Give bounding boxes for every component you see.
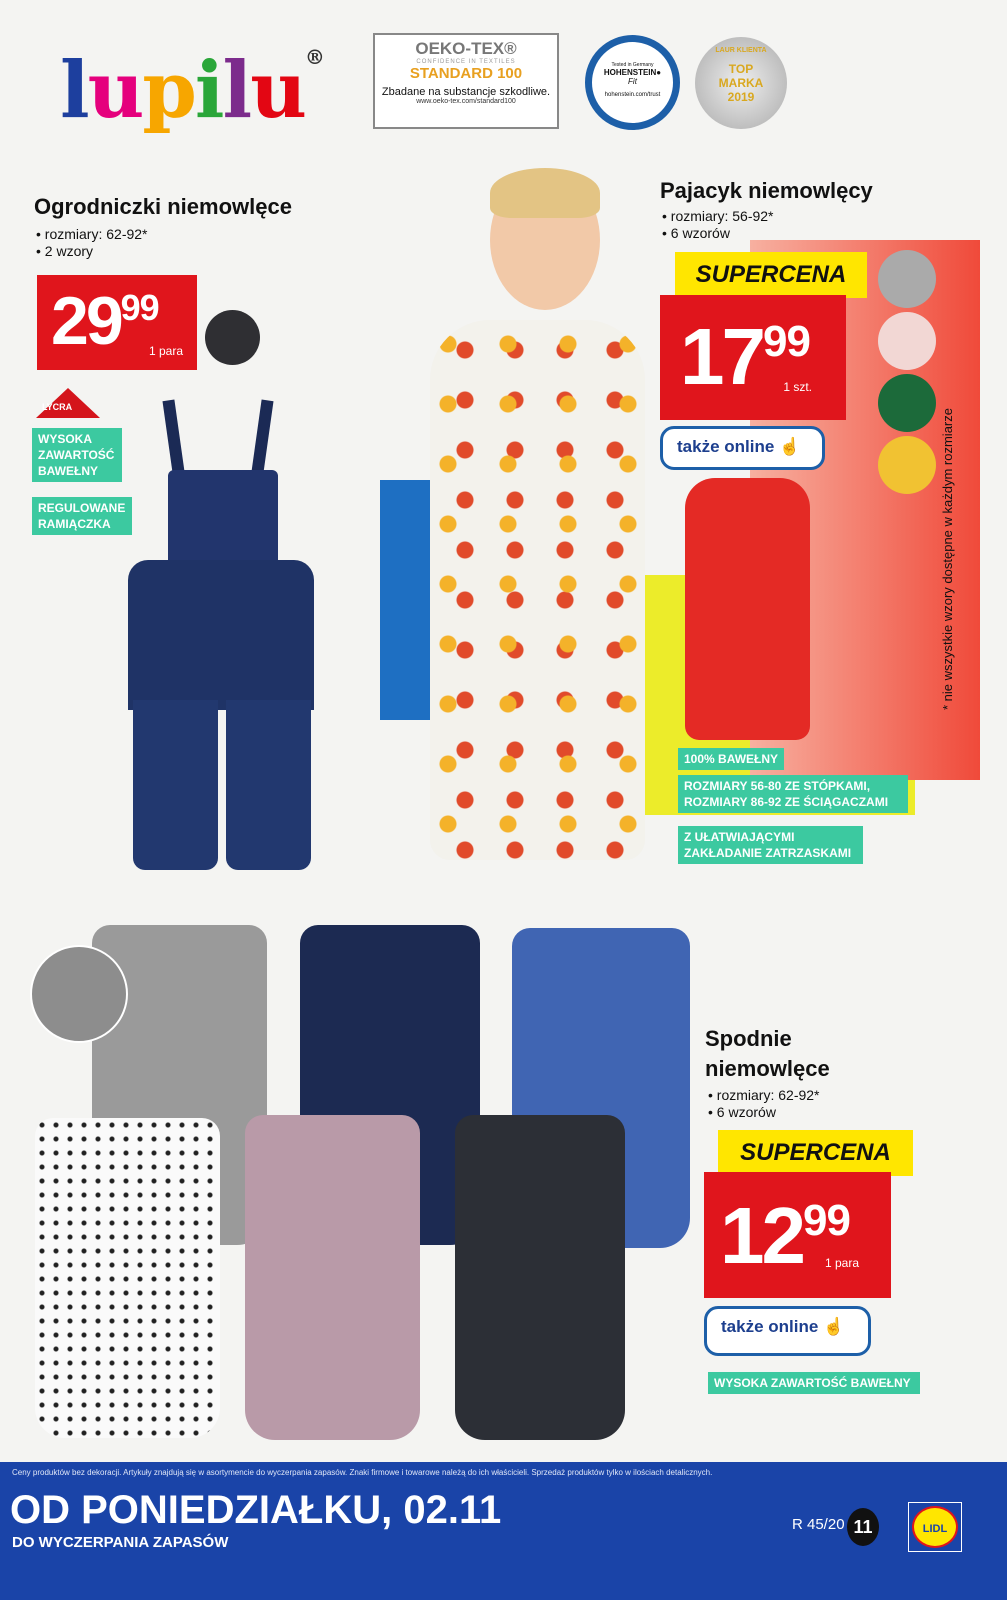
oeko-note: Zbadane na substancje szkodliwe. (381, 86, 551, 98)
logo-letter: u (250, 45, 305, 136)
pattern-swatch (878, 374, 936, 432)
color-swatch (205, 310, 260, 365)
hohen-url: hohenstein.com/trust (604, 92, 661, 98)
top-marka-badge (695, 37, 787, 129)
oeko-standard: STANDARD 100 (409, 65, 523, 82)
bullet: rozmiary: 62-92* (716, 1087, 820, 1103)
feature-badge: Z UŁATWIAJĄCYMI ZAKŁADANIE ZATRZASKAMI (678, 826, 863, 864)
bullet: rozmiary: 62-92* (44, 226, 148, 242)
child-in-sleepsuit (430, 320, 645, 860)
top-text: TOP (728, 62, 754, 76)
oeko-tex-badge (373, 33, 559, 129)
child-hair (490, 168, 600, 218)
price-cents: 99 (802, 1196, 850, 1245)
availability-note: DO WYCZERPANIA ZAPASÓW (12, 1534, 229, 1551)
price-tag-overalls (37, 275, 197, 370)
bullet: 6 wzorów (670, 225, 730, 241)
logo-letter: u (87, 45, 143, 136)
price-unit: 1 szt. (783, 380, 812, 394)
logo-letter: i (194, 45, 223, 136)
registered-mark: ® (304, 45, 323, 69)
feature-badge: REGULOWANE RAMIĄCZKA (32, 497, 132, 535)
lidl-logo (908, 1502, 962, 1552)
hand-cursor-icon: ☝ (823, 1317, 845, 1336)
hand-cursor-icon: ☝ (779, 437, 801, 456)
price-main: 17 (680, 312, 763, 401)
year-text: 2019 (727, 90, 755, 104)
hohen-fit: Fit (628, 77, 637, 86)
hohenstein-badge (585, 35, 680, 130)
sleepsuit-bullets: • rozmiary: 56-92* • 6 wzorów (662, 208, 774, 241)
price-tag-pants (704, 1172, 891, 1298)
price-tag-sleepsuit (660, 295, 846, 420)
lycra-text: LYCRA (42, 402, 73, 412)
price-cents: 99 (762, 317, 810, 366)
red-sleepsuit-image (685, 478, 810, 740)
bullet: 2 wzory (44, 243, 94, 259)
product-title-overalls: Ogrodniczki niemowlęce (34, 194, 292, 219)
pattern-swatch (878, 312, 936, 370)
price-main: 12 (720, 1191, 803, 1280)
laur-text: LAUR KLIENTA (715, 47, 767, 54)
feature-badge: 100% BAWEŁNY (678, 748, 784, 770)
page-number: 11 (847, 1508, 879, 1546)
online-label: także online (677, 437, 775, 456)
oeko-url: www.oeko-tex.com/standard100 (416, 98, 516, 105)
feature-badge: WYSOKA ZAWARTOŚĆ BAWEŁNY (708, 1372, 920, 1394)
side-note: * nie wszystkie wzory dostępne w każdym rozmiarze (940, 408, 955, 710)
logo-letter: l (60, 45, 88, 136)
feature-badge: ROZMIARY 56-80 ZE STÓPKAMI, ROZMIARY 86-92 ZE ŚCIĄGACZAMI (678, 775, 908, 813)
lidl-text: LIDL (912, 1506, 958, 1548)
also-online-button[interactable] (660, 426, 825, 470)
lupilu-logo (60, 45, 323, 136)
overalls-image (128, 400, 318, 870)
price-unit: 1 para (148, 344, 183, 358)
product-title-sleepsuit: Pajacyk niemowlęcy (660, 178, 873, 203)
bullet: 6 wzorów (716, 1104, 776, 1120)
pants-bullets: • rozmiary: 62-92* • 6 wzorów (708, 1087, 820, 1120)
overalls-bullets: • rozmiary: 62-92* • 2 wzory (36, 226, 148, 259)
hohen-top: Tested in Germany (611, 62, 654, 68)
footer-banner (0, 1462, 1007, 1600)
logo-letter: p (142, 45, 195, 136)
oeko-title: OEKO-TEX® (415, 39, 517, 58)
pattern-swatch (878, 250, 936, 308)
issue-code: R 45/20 (792, 1516, 845, 1533)
hohen-name: HOHENSTEIN● (603, 68, 662, 77)
online-label: także online (721, 1317, 819, 1336)
bullet: rozmiary: 56-92* (670, 208, 774, 224)
marka-text: MARKA (718, 76, 764, 90)
date-headline: OD PONIEDZIAŁKU, 02.11 (10, 1488, 502, 1532)
price-unit: 1 para (824, 1256, 859, 1270)
feature-badge: WYSOKA ZAWARTOŚĆ BAWEŁNY (32, 428, 122, 482)
price-cents: 99 (120, 287, 159, 328)
supercena-label: SUPERCENA (718, 1130, 913, 1176)
supercena-label: SUPERCENA (675, 252, 867, 298)
product-title-pants: Spodnie niemowlęce (705, 1026, 830, 1081)
price-main: 29 (51, 283, 121, 359)
pattern-swatch (878, 436, 936, 494)
logo-letter: l (222, 45, 251, 136)
oeko-sub: CONFIDENCE IN TEXTILES (416, 59, 516, 65)
disclaimer: Ceny produktów bez dekoracji. Artykuły znajdują się w asortymencie do wyczerpania zapasów. Znaki firmowe i towarowe należą do ich właścicieli. Sprzedaż produktów tylko w ilościach detalicznych. (12, 1468, 713, 1477)
also-online-button[interactable] (704, 1306, 871, 1356)
